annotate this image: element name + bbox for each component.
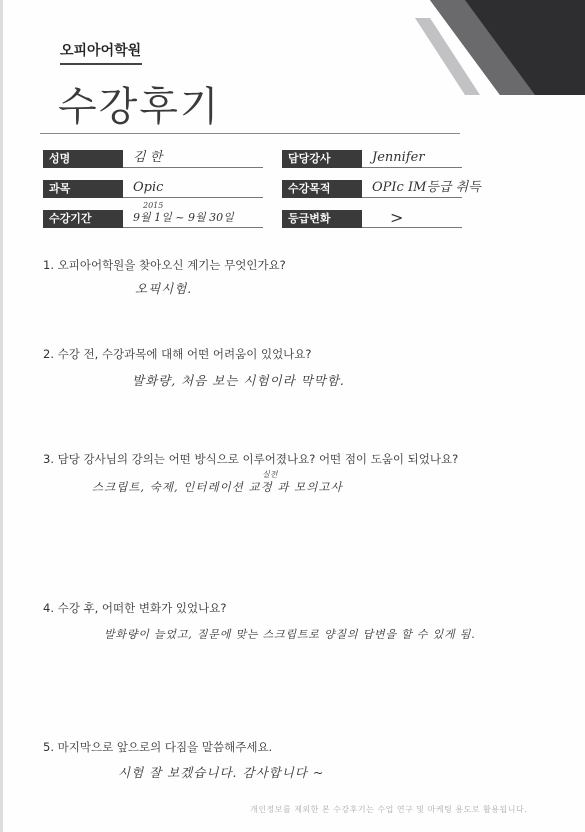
course-value: Opic: [123, 180, 263, 198]
period-label: 수강기간: [43, 210, 123, 228]
period-field: [43, 210, 263, 228]
teacher-field: [282, 150, 462, 168]
page-title: 수강후기: [58, 84, 221, 130]
answer-4: 발화량이 늘었고, 질문에 맞는 스크립트로 양질의 답변을 할 수 있게 됨.: [104, 628, 476, 641]
name-field: [43, 150, 263, 168]
question-3: 3. 담당 강사님의 강의는 어떤 방식으로 이루어졌나요? 어떤 점이 도움이 되었나요?: [43, 452, 459, 466]
question-2: 2. 수강 전, 수강과목에 대해 어떤 어려움이 있었나요?: [43, 347, 312, 361]
question-4: 4. 수강 후, 어떠한 변화가 있었나요?: [43, 601, 227, 615]
goal-label: 수강목적: [282, 180, 362, 198]
teacher-label: 담당강사: [282, 150, 362, 168]
goal-value: OPIc IM등급 취득: [362, 180, 462, 198]
course-field: [43, 180, 263, 198]
privacy-footnote: 개인정보를 제외한 본 수강후기는 수업 연구 및 마케팅 용도로 활용됩니다.: [250, 805, 528, 814]
page-edge-shadow: [0, 0, 3, 832]
goal-field: [282, 180, 481, 198]
corner-decoration: [405, 0, 585, 95]
question-1: 1. 오피아어학원을 찾아오신 계기는 무엇인가요?: [43, 258, 286, 272]
grade-field: [282, 210, 462, 228]
brand-underline: [60, 63, 142, 65]
answer-1: 오픽시험.: [135, 281, 193, 296]
grade-value: >: [362, 210, 462, 228]
answer-2: 발화량, 처음 보는 시험이라 막막함.: [132, 373, 345, 388]
name-value: 김 한: [123, 150, 263, 168]
title-divider: [40, 133, 460, 134]
brand-name: 오피아어학원: [60, 43, 142, 59]
grade-label: 등급변화: [282, 210, 362, 228]
answer-5: 시험 잘 보겠습니다. 감사합니다 ~: [118, 765, 325, 780]
answer-3: 스크립트, 숙제, 인터레이션 교정 과 모의고사: [92, 480, 343, 494]
answer-3-note: 실전: [262, 470, 278, 479]
course-label: 과목: [43, 180, 123, 198]
period-year-note: 2015: [143, 201, 164, 210]
period-value: 9월 1일 ~ 9월 30일: [123, 210, 263, 228]
name-label: 성명: [43, 150, 123, 168]
question-5: 5. 마지막으로 앞으로의 다짐을 말씀해주세요.: [43, 740, 273, 754]
teacher-value: Jennifer: [362, 150, 462, 168]
